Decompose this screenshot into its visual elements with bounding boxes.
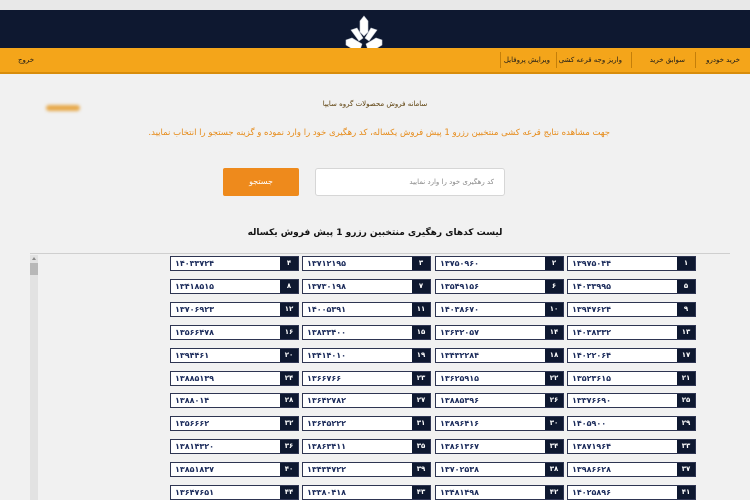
tracking-code-cell	[170, 462, 299, 477]
tracking-code: ۱۳۸۸۵۱۳۹	[175, 373, 215, 383]
tracking-code: ۱۳۶۴۷۶۵۱	[175, 488, 215, 497]
tracking-code-cell	[435, 485, 564, 500]
tracking-code-cell	[170, 439, 299, 454]
tracking-code-cell	[170, 485, 299, 500]
row-index: ۲۲	[545, 372, 563, 385]
tracking-code-cell	[302, 279, 431, 294]
row-index: ۲۳	[412, 372, 430, 385]
tracking-code: ۱۳۳۸۰۴۱۸	[307, 488, 347, 497]
row-index: ۲۷	[412, 394, 430, 407]
tracking-code-cell	[302, 439, 431, 454]
nav-item-buy-car[interactable]: خرید خودرو	[706, 56, 740, 64]
tracking-code: ۱۳۹۴۷۶۲۴	[572, 304, 612, 314]
tracking-code: ۱۳۶۶۷۶۶	[307, 373, 342, 383]
row-index: ۴۴	[280, 486, 298, 499]
tracking-code: ۱۳۴۱۴۰۱۰	[307, 350, 347, 360]
tracking-code-cell	[170, 348, 299, 363]
row-index: ۳۵	[412, 440, 430, 453]
search-button[interactable]: جستجو	[223, 168, 299, 196]
row-index: ۳۲	[280, 417, 298, 430]
tracking-code: ۱۴۰۰۵۳۹۱	[307, 304, 347, 314]
row-index: ۴	[280, 257, 298, 270]
row-index: ۲۶	[545, 394, 563, 407]
row-index: ۳۷	[677, 463, 695, 476]
tracking-code-cell	[170, 393, 299, 408]
tracking-code: ۱۳۳۷۶۶۹۰	[572, 396, 612, 406]
tracking-code: ۱۳۵۶۶۶۲	[175, 419, 210, 429]
row-index: ۱۶	[280, 326, 298, 339]
tracking-code: ۱۳۷۰۲۵۳۸	[440, 465, 480, 475]
nav-separator	[556, 52, 557, 68]
tracking-code: ۱۳۸۸۵۳۹۶	[440, 396, 480, 406]
tracking-code-cell	[567, 416, 696, 431]
tracking-code-cell	[567, 462, 696, 477]
tracking-code: ۱۳۶۳۲۰۵۷	[440, 327, 480, 337]
row-index: ۲۱	[677, 372, 695, 385]
tracking-code-cell	[435, 302, 564, 317]
instruction-text: جهت مشاهده نتایج قرعه کشی منتخبین رزرو 1 پیش فروش یکساله، کد رهگیری خود را وارد نموده و گزینه جستجو را انتخاب نمایید.	[148, 128, 610, 138]
row-index: ۱۴	[545, 326, 563, 339]
row-index: ۵	[677, 280, 695, 293]
row-index: ۴۳	[412, 486, 430, 499]
row-index: ۱	[677, 257, 695, 270]
tracking-code-input[interactable]	[315, 168, 505, 196]
row-index: ۳۹	[412, 463, 430, 476]
tracking-code-cell	[302, 302, 431, 317]
row-index: ۹	[677, 303, 695, 316]
tracking-code: ۱۳۵۶۶۴۷۸	[175, 327, 215, 337]
tracking-code-cell	[302, 348, 431, 363]
tracking-code-cell	[435, 279, 564, 294]
tracking-code: ۱۳۷۱۲۱۹۵	[307, 259, 347, 268]
tracking-code-cell	[435, 325, 564, 340]
username-blurred	[46, 105, 80, 111]
tracking-code-cell	[170, 256, 299, 271]
row-index: ۲۴	[280, 372, 298, 385]
row-index: ۳۸	[545, 463, 563, 476]
tracking-code: ۱۴۰۲۲۰۶۴	[572, 350, 612, 360]
tracking-code-cell	[567, 439, 696, 454]
row-index: ۶	[545, 280, 563, 293]
tracking-code: ۱۴۰۳۳۷۲۴	[175, 259, 215, 268]
tracking-code: ۱۳۷۳۰۱۹۸	[307, 281, 347, 291]
tracking-code: ۱۳۸۸۰۱۴	[175, 396, 210, 406]
row-index: ۲۹	[677, 417, 695, 430]
row-index: ۳	[412, 257, 430, 270]
tracking-code: ۱۳۸۷۱۹۶۴	[572, 442, 612, 452]
tracking-code-cell	[567, 279, 696, 294]
scroll-up-arrow-icon[interactable]	[32, 257, 36, 260]
tracking-code: ۱۳۸۶۱۳۶۷	[440, 442, 480, 452]
tracking-code-cell	[435, 348, 564, 363]
tracking-code: ۱۳۵۲۳۶۱۵	[572, 373, 612, 383]
tracking-code-cell	[567, 302, 696, 317]
tracking-code: ۱۳۸۳۳۴۰۰	[307, 327, 347, 337]
row-index: ۲۵	[677, 394, 695, 407]
row-index: ۱۳	[677, 326, 695, 339]
tracking-code-cell	[567, 348, 696, 363]
scrollbar-thumb[interactable]	[30, 263, 38, 275]
tracking-code: ۱۳۶۴۲۷۸۲	[307, 396, 347, 406]
list-divider	[30, 253, 730, 254]
row-index: ۱۰	[545, 303, 563, 316]
tracking-code: ۱۳۸۵۱۸۳۷	[175, 465, 215, 475]
tracking-code: ۱۴۰۳۸۶۷۰	[440, 304, 480, 314]
nav-separator	[631, 52, 632, 68]
tracking-code-cell	[435, 371, 564, 386]
nav-item-edit-profile[interactable]: ویرایش پروفایل	[503, 56, 550, 64]
tracking-code-cell	[435, 439, 564, 454]
nav-bar	[0, 48, 750, 108]
tracking-code: ۱۴۰۳۸۳۳۲	[572, 327, 612, 337]
tracking-code: ۱۳۴۱۸۵۱۵	[175, 281, 215, 291]
tracking-code: ۱۳۹۸۶۶۲۸	[572, 465, 612, 475]
tracking-code: ۱۳۸۱۴۳۲۰	[175, 442, 215, 452]
tracking-code: ۱۳۹۴۴۶۱	[175, 350, 210, 360]
tracking-code-cell	[170, 371, 299, 386]
tracking-code: ۱۳۵۴۹۱۵۶	[440, 281, 480, 291]
tracking-code: ۱۳۸۶۳۴۱۱	[307, 442, 347, 452]
row-index: ۳۶	[280, 440, 298, 453]
tracking-code-cell	[302, 485, 431, 500]
tracking-code-cell	[170, 325, 299, 340]
row-index: ۳۰	[545, 417, 563, 430]
tracking-code: ۱۳۴۳۴۷۲۲	[307, 465, 347, 475]
tracking-code: ۱۴۰۵۹۰۰	[572, 419, 607, 429]
tracking-code-cell	[302, 371, 431, 386]
row-index: ۴۱	[677, 486, 695, 499]
tracking-code: ۱۳۹۷۵۰۴۴	[572, 259, 612, 268]
tracking-code-cell	[567, 393, 696, 408]
row-index: ۴۲	[545, 486, 563, 499]
tracking-code-cell	[170, 416, 299, 431]
row-index: ۷	[412, 280, 430, 293]
tracking-code: ۱۳۷۰۶۹۲۳	[175, 304, 215, 314]
row-index: ۱۵	[412, 326, 430, 339]
tracking-code: ۱۴۰۳۳۹۹۵	[572, 281, 612, 291]
row-index: ۱۱	[412, 303, 430, 316]
row-index: ۸	[280, 280, 298, 293]
row-index: ۱۷	[677, 349, 695, 362]
nav-separator	[500, 52, 501, 68]
tracking-code-cell	[567, 371, 696, 386]
tracking-code: ۱۳۴۸۱۴۹۸	[440, 488, 480, 497]
scrollbar-track[interactable]	[30, 255, 38, 500]
tracking-code: ۱۳۴۳۲۲۸۴	[440, 350, 480, 360]
tracking-code-cell	[567, 256, 696, 271]
tracking-code-cell	[435, 462, 564, 477]
top-band	[0, 0, 750, 10]
tracking-code-cell	[435, 393, 564, 408]
tracking-code: ۱۳۶۴۵۲۲۲	[307, 419, 347, 429]
tracking-code-cell	[567, 485, 696, 500]
logout-link[interactable]: خروج	[18, 56, 35, 64]
row-index: ۱۸	[545, 349, 563, 362]
row-index: ۳۱	[412, 417, 430, 430]
row-index: ۲۸	[280, 394, 298, 407]
nav-item-purchase-history[interactable]: سوابق خرید	[649, 56, 685, 64]
tracking-code-cell	[435, 416, 564, 431]
tracking-code: ۱۳۸۹۶۴۱۶	[440, 419, 480, 429]
tracking-code-cell	[567, 325, 696, 340]
tracking-code-cell	[302, 325, 431, 340]
site-subtitle: سامانه فروش محصولات گروه سایپا	[322, 100, 428, 108]
tracking-code-cell	[302, 416, 431, 431]
list-title: لیست کدهای رهگیری منتخبین رزرو 1 پیش فروش یکساله	[247, 228, 503, 238]
tracking-code-cell	[302, 256, 431, 271]
tracking-code-cell	[302, 462, 431, 477]
tracking-code: ۱۴۰۲۵۸۹۶	[572, 488, 612, 497]
tracking-code-cell	[435, 256, 564, 271]
tracking-code-cell	[302, 393, 431, 408]
nav-item-lottery-payment[interactable]: واریز وجه قرعه کشی	[558, 56, 622, 64]
row-index: ۱۲	[280, 303, 298, 316]
tracking-code-cell	[170, 279, 299, 294]
tracking-code: ۱۳۶۲۵۹۱۵	[440, 373, 480, 383]
nav-separator	[695, 52, 696, 68]
row-index: ۱۹	[412, 349, 430, 362]
tracking-code-cell	[170, 302, 299, 317]
row-index: ۴۰	[280, 463, 298, 476]
row-index: ۲۰	[280, 349, 298, 362]
row-index: ۲	[545, 257, 563, 270]
row-index: ۳۴	[545, 440, 563, 453]
row-index: ۳۳	[677, 440, 695, 453]
tracking-code: ۱۳۷۵۰۹۶۰	[440, 259, 480, 268]
